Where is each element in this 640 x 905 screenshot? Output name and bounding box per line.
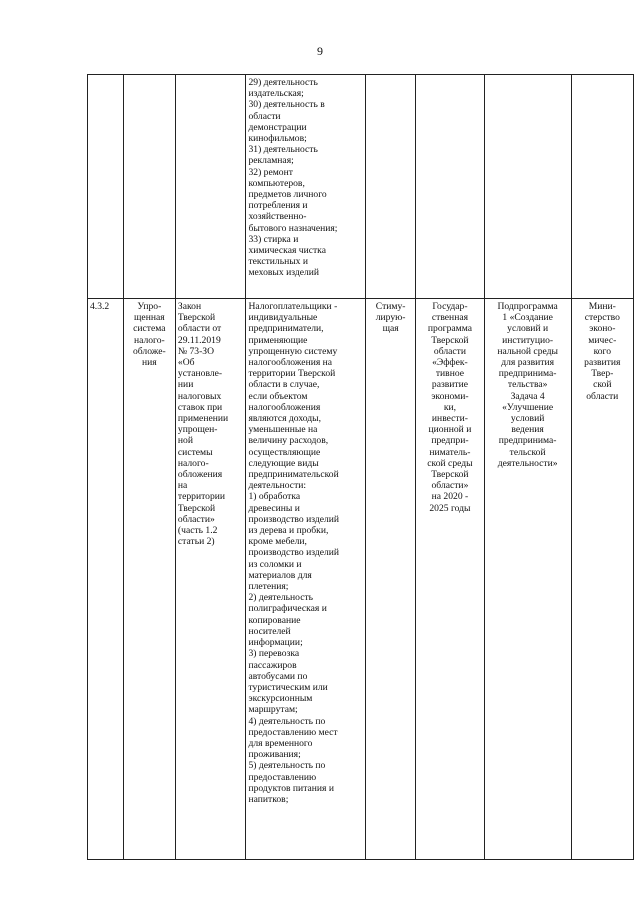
text-line: предоставлению мест [248, 726, 338, 738]
text-line: Государ- [432, 301, 468, 312]
text-line: демонстрации [248, 121, 307, 133]
text-line: «Об [177, 357, 195, 369]
text-line: применении [177, 413, 229, 425]
text-line: напитков; [248, 793, 289, 805]
text-line: установле- [177, 368, 223, 380]
text-line: материалов для [248, 569, 312, 581]
text-line: мичес- [588, 334, 617, 346]
text-line: Упро- [137, 301, 162, 312]
text-line: химическая чистка [248, 245, 326, 257]
text-line: Подпрограмма [497, 301, 558, 312]
text-line: носителей [248, 625, 291, 637]
text-line: условий [510, 413, 545, 425]
text-line: упрощенную систему [248, 345, 338, 357]
text-line: области в случае, [248, 379, 320, 391]
text-line: ственная [431, 312, 468, 324]
text-line: уменьшенные на [248, 424, 318, 436]
cell-law [175, 75, 246, 299]
cell-description [246, 299, 366, 860]
cell-program [416, 75, 485, 299]
text-line: эконо- [589, 323, 616, 335]
text-line: потребления и [248, 200, 308, 212]
text-line: на 2020 - [431, 491, 469, 503]
text-line: ки, [443, 401, 457, 413]
text-line: издательская; [248, 88, 304, 100]
text-line: производство изделий [248, 513, 340, 525]
text-line: информации; [248, 637, 303, 649]
text-line: 31) деятельность [248, 144, 318, 156]
cell-subprogram [484, 75, 571, 299]
cell-subprogram [484, 299, 571, 860]
text-line: 1 «Создание [502, 312, 553, 324]
text-line: предметов личного [248, 189, 327, 201]
text-line: индивидуальные [248, 312, 318, 324]
text-line: осуществляющие [248, 446, 321, 458]
text-line: величину расходов, [248, 435, 329, 447]
text-line: рекламная; [248, 155, 294, 167]
text-line: территории Тверской [248, 368, 336, 380]
text-line: 4) деятельность по [248, 715, 326, 727]
text-line: 2025 годы [429, 502, 471, 514]
text-line: налого- [133, 334, 165, 346]
text-line: «Улучшение [502, 401, 554, 413]
text-line: плетения; [248, 581, 289, 593]
table-row-continuation [88, 75, 634, 299]
cell-law [175, 299, 246, 860]
page-number: 9 [317, 44, 323, 58]
text-line: области» [431, 480, 469, 492]
text-line: тельства» [507, 379, 548, 391]
text-line: деятельности» [497, 457, 558, 469]
cell-type [366, 299, 416, 860]
text-line: нальной среды [497, 345, 558, 357]
text-line: экскурсионным [248, 693, 313, 705]
text-line: институцио- [502, 334, 554, 346]
text-line: на [177, 480, 188, 492]
text-line: древесины и [248, 502, 300, 514]
text-line: ской среды [427, 457, 473, 469]
text-line: 33) стирка и [248, 233, 299, 245]
cell-description [246, 75, 366, 299]
text-line: маршрутам; [248, 704, 298, 716]
text-line: № 73-ЗО [177, 345, 214, 357]
text-line: для развития [501, 357, 554, 369]
text-line: развития [584, 357, 621, 369]
cell-number [88, 299, 124, 860]
text-line: налогообложения [248, 401, 321, 413]
text-line: обложе- [132, 345, 166, 357]
cell-ministry [571, 75, 633, 299]
text-line: 29) деятельность [248, 77, 318, 88]
text-line: упрощен- [177, 424, 218, 436]
row-number: 4.3.2 [90, 301, 110, 312]
text-line: 1) обработка [248, 491, 301, 503]
text-line: экономи- [431, 390, 469, 402]
text-line: тельской [509, 446, 546, 458]
text-line: предприниматели, [248, 323, 324, 335]
text-line: Задача 4 [510, 390, 545, 402]
text-line: налогообложения на [248, 357, 333, 369]
text-line: налого- [177, 457, 209, 469]
text-line: меховых изделий [248, 267, 320, 279]
text-line: нии [177, 379, 194, 391]
text-line: Тверской [431, 469, 469, 481]
text-line: предоставлению [248, 771, 317, 783]
text-line: ской [593, 379, 612, 391]
text-line: территории [177, 491, 226, 503]
table-row-4-3-2 [88, 299, 634, 860]
text-line: системы [177, 446, 213, 458]
text-line: ния [142, 357, 157, 369]
text-line: ционной и [428, 424, 472, 436]
text-line: ведения [511, 424, 544, 436]
text-line: текстильных и [248, 256, 308, 268]
text-line: 30) деятельность в [248, 99, 325, 111]
text-line: кроме мебели, [248, 536, 307, 548]
text-line: кинофильмов; [248, 133, 307, 145]
cell-program [416, 299, 485, 860]
cell-ministry [571, 299, 633, 860]
text-line: инвести- [431, 413, 468, 425]
text-line: полиграфическая и [248, 603, 327, 615]
text-line: система [133, 323, 166, 335]
text-line: развитие [431, 379, 468, 391]
text-line: обложения [177, 469, 223, 481]
text-line: следующие виды [248, 457, 319, 469]
text-line: автобусами по [248, 670, 308, 682]
text-line: стерство [584, 312, 620, 324]
text-line: «Эффек- [432, 357, 468, 369]
text-line: Тверской [177, 312, 216, 324]
text-line: условий и [507, 323, 549, 335]
text-line: области [433, 345, 466, 357]
text-line: копирование [248, 614, 301, 626]
text-line: применяющие [248, 334, 308, 346]
text-line: 32) ремонт [248, 166, 293, 178]
cell-name [123, 75, 175, 299]
text-line: пассажиров [248, 659, 297, 671]
text-line: 29.11.2019 [177, 334, 221, 346]
text-line: лирую- [375, 312, 406, 324]
text-line: являются доходы, [248, 413, 322, 425]
cell-name [123, 299, 175, 860]
text-line: области [248, 110, 281, 122]
text-line: из соломки и [248, 558, 302, 570]
text-line: Закон [177, 301, 202, 312]
cell-number [88, 75, 124, 299]
cell-type [366, 75, 416, 299]
text-line: щенная [134, 312, 165, 324]
text-line: деятельности: [248, 480, 307, 492]
text-line: 5) деятельность по [248, 760, 326, 772]
text-line: если объектом [248, 390, 308, 402]
text-line: щая [382, 323, 399, 335]
text-line: компьютеров, [248, 177, 305, 189]
text-line: ной [177, 435, 193, 447]
text-line: статьи 2) [177, 536, 215, 548]
text-line: области [586, 390, 619, 402]
text-line: ниматель- [429, 446, 471, 458]
tax-benefits-table [87, 74, 634, 860]
text-line: налоговых [177, 390, 222, 402]
text-line: тивное [435, 368, 465, 380]
text-line: программа [427, 323, 472, 335]
text-line: проживания; [248, 749, 301, 761]
text-line: 3) перевозка [248, 648, 300, 660]
text-line: бытового назначения; [248, 222, 338, 234]
text-line: области от [177, 323, 222, 335]
text-line: Стиму- [375, 301, 406, 312]
text-line: производство изделий [248, 547, 340, 559]
text-line: Налогоплательщики - [248, 301, 338, 312]
text-line: Твер- [591, 368, 614, 380]
text-line: хозяйственно- [248, 211, 307, 223]
text-line: ставок при [177, 401, 223, 413]
text-line: предпринима- [498, 368, 557, 380]
text-line: Тверской [431, 334, 469, 346]
text-line: предпринима- [498, 435, 557, 447]
text-line: области» [177, 513, 215, 525]
text-line: из дерева и пробки, [248, 525, 329, 537]
text-line: Мини- [588, 301, 616, 312]
text-line: (часть 1.2 [177, 525, 218, 537]
text-line: 2) деятельность [248, 592, 314, 604]
text-line: туристическим или [248, 681, 328, 693]
text-line: предпринимательской [248, 469, 339, 481]
text-line: предпри- [431, 435, 469, 447]
text-line: кого [593, 345, 612, 357]
text-line: Тверской [177, 502, 216, 514]
text-line: для временного [248, 737, 313, 749]
text-line: продуктов питания и [248, 782, 334, 794]
